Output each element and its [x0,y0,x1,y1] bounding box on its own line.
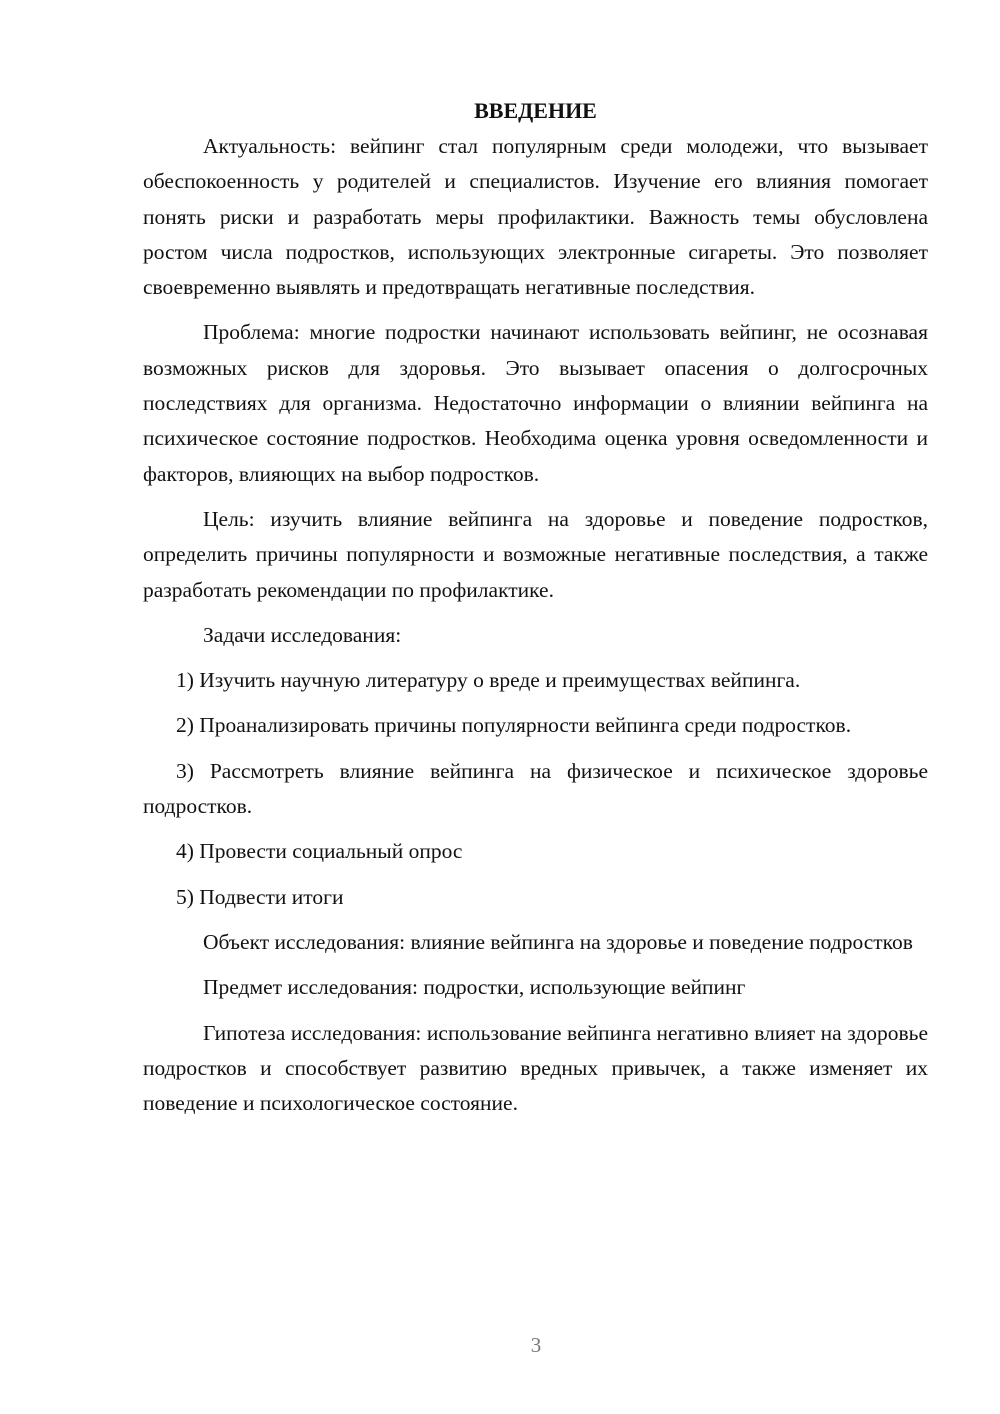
page-number: 3 [530,1333,542,1357]
task-item-4: 4) Провести социальный опрос [176,839,463,864]
paragraph-problem: Проблема: многие подростки начинают использовать вейпинг, не осознавая возможных рисков для здоровья. Это вызывает опасения о долгосрочных последствиях для организма. Недостаточно информации о влиянии вейпинга на психическое состояние подростков. Необходима оценка уровня осведомленности и факторов, влияющих на выбор подростков. [143,320,928,486]
task-item-2: 2) Проанализировать причины популярности вейпинга среди подростков. [176,713,852,738]
paragraph-goal: Цель: изучить влияние вейпинга на здоровье и поведение подростков, определить причины популярности и возможные негативные последствия, а также разработать рекомендации по профилактике. [143,506,928,602]
task-item-3: 3) Рассмотреть влияние вейпинга на физическое и психическое здоровье подростков. [143,758,928,819]
paragraph-hypothesis: Гипотеза исследования: использование вейпинга негативно влияет на здоровье подростков и способствует развитию вредных привычек, а также изменяет их поведение и психологическое состояние. [143,1020,928,1116]
paragraph-object: Объект исследования: влияние вейпинга на здоровье и поведение подростков [203,929,913,954]
paragraph-relevance: Актуальность: вейпинг стал популярным среди молодежи, что вызывает обеспокоенность у родителей и специалистов. Изучение его влияния помогает понять риски и разработать меры профилактики. Важность темы обусловлена ростом числа подростков, использующих электронные сигареты. Это позволяет своевременно выявлять и предотвращать негативные последствия. [143,134,928,300]
page-title: ВВЕДЕНИЕ [474,98,597,123]
paragraph-subject: Предмет исследования: подростки, использующие вейпинг [203,975,746,1000]
task-item-5: 5) Подвести итоги [176,884,344,909]
document-page [143,93,928,1131]
task-item-1: 1) Изучить научную литературу о вреде и преимуществах вейпинга. [176,668,801,693]
paragraph-tasks-heading: Задачи исследования: [203,622,402,647]
